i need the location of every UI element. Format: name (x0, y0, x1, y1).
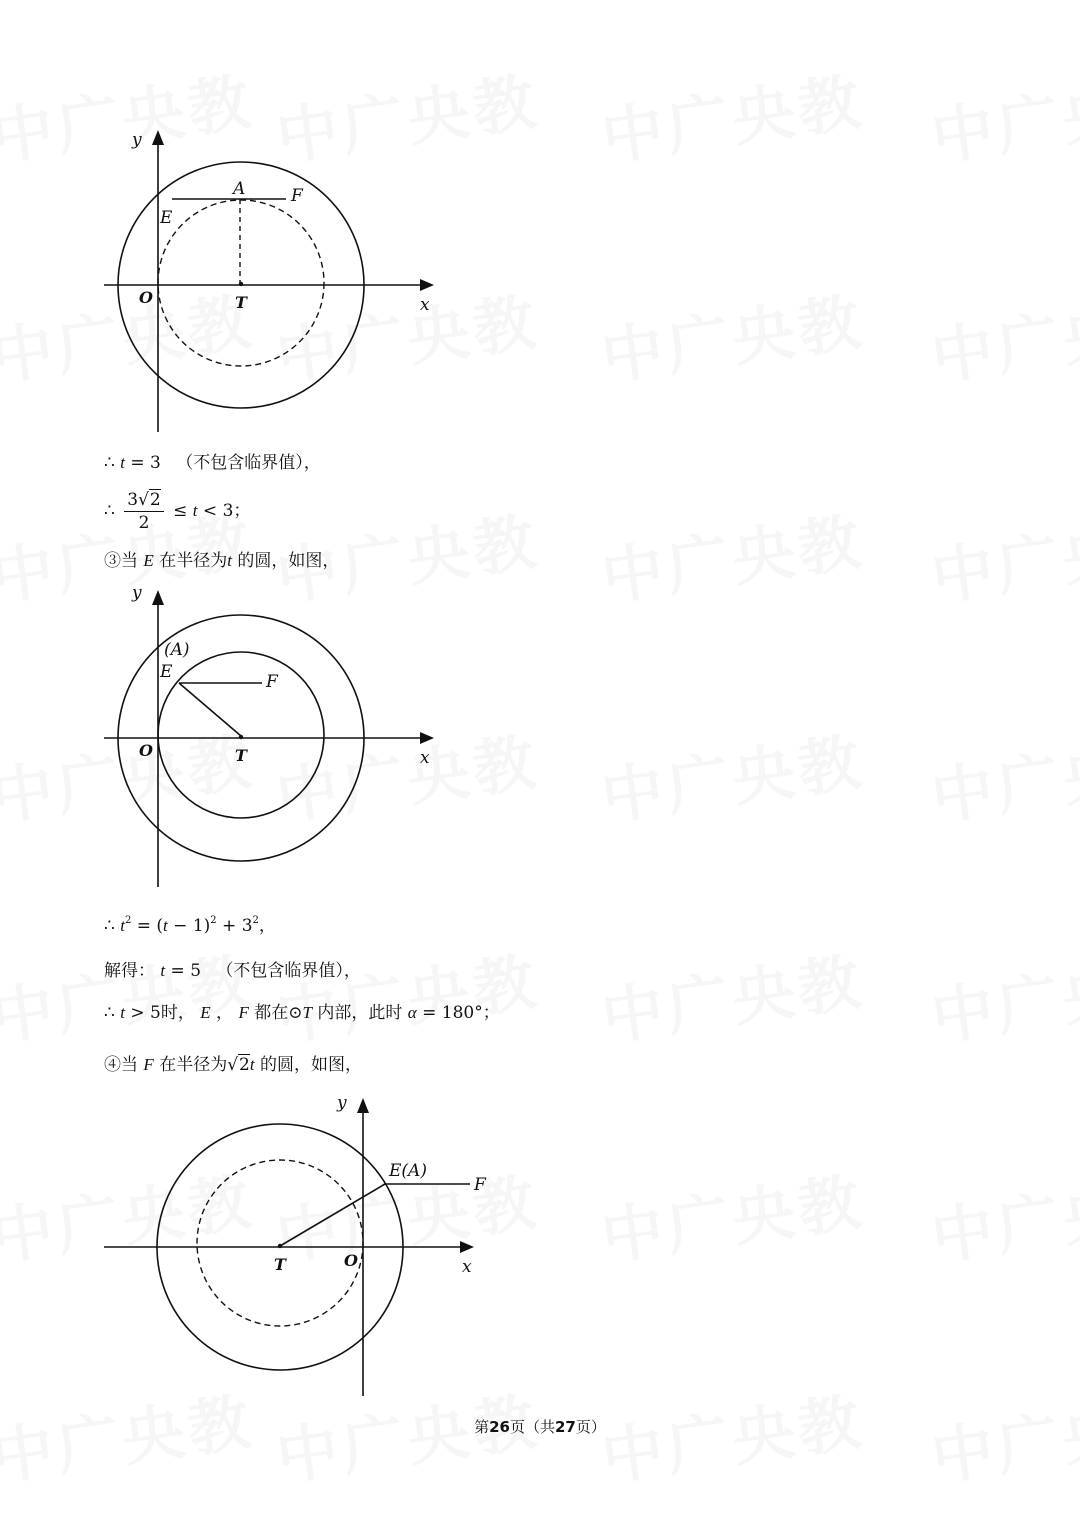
math-var: t (163, 916, 168, 935)
sqrt: √2 (138, 490, 161, 510)
exponent: 2 (124, 915, 132, 926)
label-t: T (235, 746, 247, 765)
watermark (595, 272, 869, 397)
watermark (595, 492, 869, 617)
math-text: < 3 (197, 501, 234, 521)
text-run: 内部，此时 (317, 1003, 403, 1023)
text-run: 的圆，如图， (237, 551, 340, 571)
watermark (270, 932, 544, 1057)
figure-2 (0, 560, 460, 900)
segment-et (179, 683, 241, 736)
watermark (925, 932, 1080, 1057)
page-footer (0, 1416, 1080, 1437)
label-x: x (420, 295, 430, 315)
sqrt: √2 (227, 1055, 250, 1075)
y-axis-arrow (357, 1098, 369, 1113)
math-text: + 3 (216, 916, 253, 936)
math-var: F (143, 1055, 154, 1074)
math-var: t (192, 501, 198, 520)
label-f: F (474, 1175, 486, 1195)
footer-text: 第 (474, 1418, 490, 1436)
math-var: F (238, 1003, 249, 1022)
math-text: − 1) (167, 916, 211, 936)
math-text: = 180°； (416, 1003, 500, 1023)
label-f: F (291, 186, 303, 206)
therefore-symbol: ∴ (104, 501, 115, 521)
text-line-2 (104, 488, 250, 534)
math-var: T (302, 1003, 312, 1022)
figure-1 (0, 0, 460, 440)
watermark (595, 52, 869, 177)
total-pages: 27 (555, 1418, 576, 1436)
therefore-symbol: ∴ (104, 1003, 115, 1023)
exponent: 2 (210, 915, 217, 926)
label-o: O (139, 288, 153, 307)
therefore-symbol: ∴ (104, 453, 115, 473)
exponent: 2 (252, 915, 259, 926)
math-var: E (143, 551, 154, 570)
math-var: t (120, 1003, 125, 1022)
text-line-5 (104, 958, 361, 984)
note-text: （不包含临界值）， (176, 453, 321, 473)
figure-3-svg (0, 1080, 500, 1410)
watermark (595, 712, 869, 837)
math-var: t (227, 551, 232, 570)
watermark (595, 1152, 869, 1277)
text-run: 在半径为 (159, 1055, 228, 1075)
segment-et (280, 1184, 385, 1246)
therefore-symbol: ∴ (104, 916, 115, 936)
watermark (925, 272, 1080, 397)
x-axis-arrow (460, 1241, 474, 1253)
punct: ， (258, 916, 276, 936)
math-var: t (160, 961, 166, 980)
y-axis-arrow (152, 130, 164, 145)
label-o: O (344, 1251, 358, 1270)
math-text: = 5 (165, 961, 202, 981)
figure-3 (0, 1080, 500, 1410)
label-t: T (235, 293, 247, 312)
label-f: F (266, 672, 278, 692)
label-t: T (274, 1255, 286, 1274)
text-run: 解得： (104, 961, 155, 981)
label-x: x (462, 1257, 472, 1277)
math-var: t (120, 453, 125, 472)
label-y: y (337, 1093, 347, 1113)
label-a: (A) (164, 640, 190, 660)
figure-1-svg (0, 0, 460, 440)
text-line-1 (104, 450, 321, 476)
coef: 3 (127, 490, 139, 510)
math-text: = ( (131, 916, 164, 936)
x-axis-arrow (420, 732, 434, 744)
text-run: 都在⊙ (254, 1003, 303, 1023)
watermark (925, 1152, 1080, 1277)
math-var: t (249, 1055, 255, 1074)
fraction-denominator: 2 (138, 513, 150, 533)
watermark (925, 712, 1080, 837)
text-run: 的圆，如图， (260, 1055, 363, 1075)
radicand: 2 (239, 1055, 250, 1075)
label-e: E (160, 662, 173, 682)
radicand: 2 (149, 490, 161, 510)
text-line-6 (104, 1000, 500, 1026)
point-t (278, 1244, 282, 1248)
text-run: ④当 (104, 1055, 138, 1075)
figure-2-svg (0, 560, 460, 900)
text-line-4 (104, 908, 276, 939)
watermark (925, 492, 1080, 617)
text-run: > 5时， (124, 1003, 195, 1023)
watermark (0, 932, 259, 1057)
math-text: ≤ (167, 501, 193, 521)
punct: ， (216, 1003, 234, 1023)
footer-text: 页（共 (509, 1418, 555, 1436)
watermark (925, 52, 1080, 177)
x-axis-arrow (420, 279, 434, 291)
text-run: ③当 (104, 551, 138, 571)
label-e: E (160, 208, 173, 228)
label-x: x (420, 748, 430, 768)
point-t (239, 735, 243, 739)
footer-text: 页） (575, 1418, 606, 1436)
watermark (595, 932, 869, 1057)
dashed-circle (197, 1160, 363, 1326)
math-var: E (200, 1003, 211, 1022)
y-axis-arrow (152, 590, 164, 605)
note-text: （不包含临界值）， (216, 961, 361, 981)
page-number: 26 (489, 1418, 510, 1436)
math-var: t (120, 916, 125, 935)
label-y: y (132, 583, 142, 603)
text-run: 在半径为 (159, 551, 228, 571)
label-ea: E(A) (389, 1161, 427, 1181)
text-line-7 (104, 1052, 362, 1078)
label-a: A (233, 179, 246, 199)
label-o: O (139, 741, 153, 760)
point-t (239, 282, 243, 286)
fraction-numerator (124, 489, 164, 512)
math-var: α (407, 1003, 417, 1022)
fraction (124, 489, 164, 534)
math-text: = 3 (124, 453, 161, 473)
punct: ； (233, 501, 251, 521)
label-y: y (132, 130, 142, 150)
